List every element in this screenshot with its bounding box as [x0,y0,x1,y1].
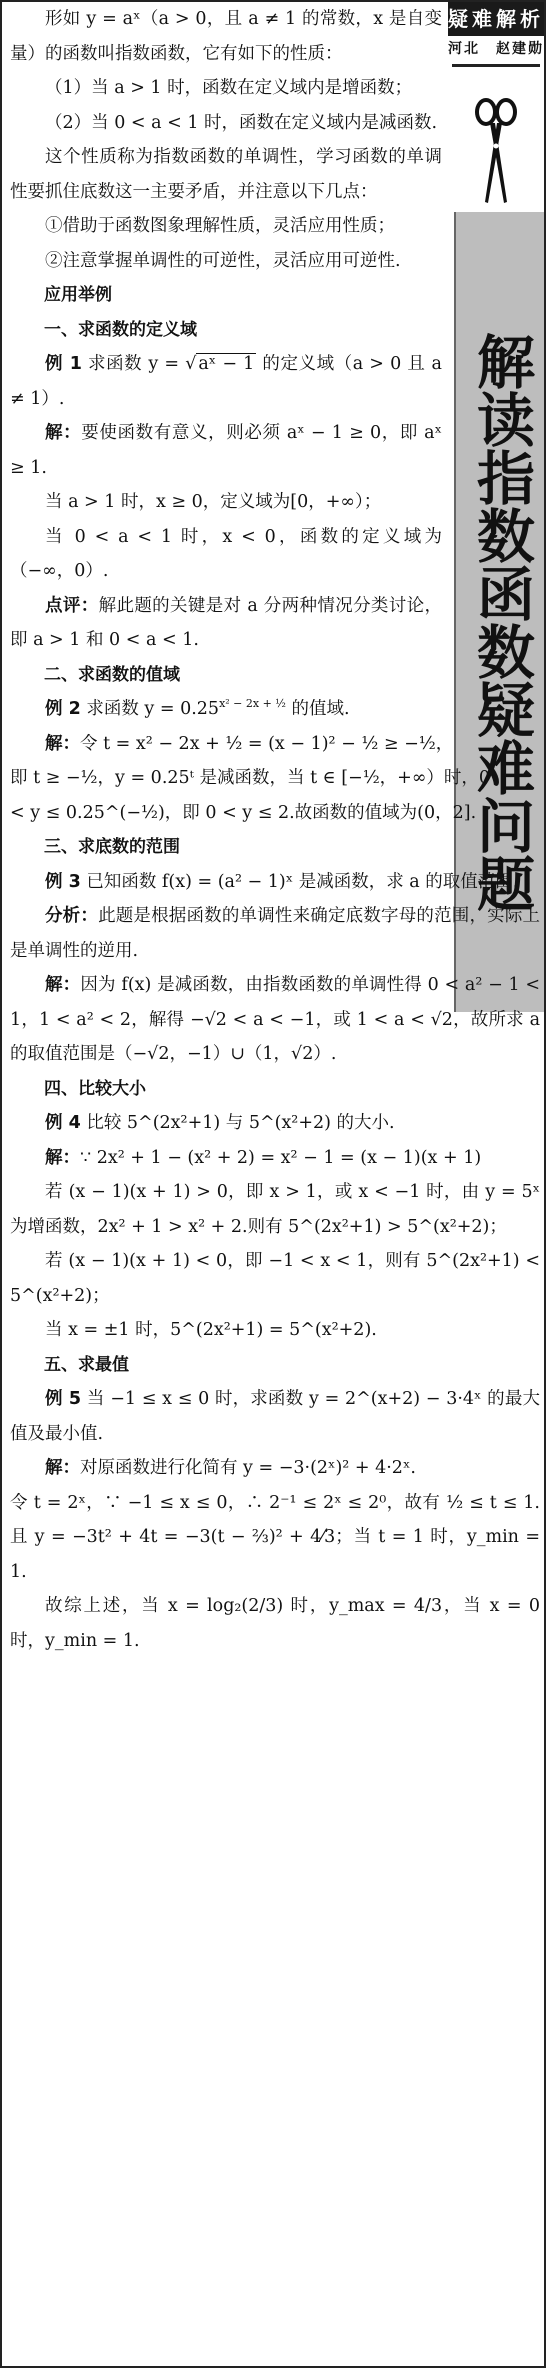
example-label: 例 3 [45,871,81,892]
column-badge: 疑难解析 [448,2,544,36]
question-text: 求函数 y = [88,354,186,374]
solution-text: 解：∵ 2x² + 1 − (x² + 2) = x² − 1 = (x − 1)(x + 1) [45,1147,482,1168]
example-question: 例 2 求函数 $y = 0.25^{x^2 - 2x + \frac{1}{2}}$ 的值域. [45,697,350,719]
section-heading: 三、求底数的范围 [44,837,180,857]
solution-text: 即 t ≥ −½，y = 0.25ᵗ 是减函数，当 t ∈ [−½，+∞）时，0 [10,768,491,788]
example-question: 例 3 已知函数 f(x) = (a² − 1)ˣ 是减函数，求 a 的取值范围. [45,871,519,892]
solution-text: 当 0 < a < 1 时，x < 0，函数的定义域为（−∞，0）. [10,526,442,581]
intro-paragraph: （1）当 a > 1 时，函数在定义域内是增函数； [45,78,413,98]
intro-paragraph: （2）当 0 < a < 1 时，函数在定义域内是减函数. [45,112,438,133]
intro-paragraph: 这个性质称为指数函数的单调性，学习函数的单调性要抓住底数这一主要矛盾，并注意以下几点： [10,147,442,202]
comment-label: 点评： [45,595,99,616]
comment-text: 点评：解此题的关键是对 a 分两种情况分类讨论，即 a > 1 和 0 < a < 1. [10,595,443,650]
solution-label: 解： [45,975,81,995]
exponent: x² − 2x + ½ [219,697,286,711]
section-heading: 五、求最值 [44,1354,129,1375]
solution-label: 解： [45,423,82,443]
section-heading: 四、比较大小 [44,1078,146,1099]
example-question: 例 5 当 −1 ≤ x ≤ 0 时，求函数 y = 2^(x+2) − 3·4ˣ 的最大值及最小值. [10,1389,540,1444]
solution-label: 解： [45,733,80,754]
example-question [10,347,442,416]
example-label: 例 1 [45,354,82,374]
author-line: 河北 赵建勋 [448,41,544,57]
article-body [10,2,540,1658]
solution-text: < y ≤ 0.25^(−½)，即 0 < y ≤ 2.故函数的值域为(0，2]. [10,802,477,823]
solution-text: 解：对原函数进行化简有 y = −3·(2ˣ)² + 4·2ˣ. [45,1458,416,1478]
section-heading: 应用举例 [44,285,112,305]
solution-text: 当 a > 1 时，x ≥ 0，定义域为[0，+∞）； [45,492,382,512]
solution-text: 若 (x − 1)(x + 1) < 0，即 −1 < x < 1，则有 5^(2x²+1) < 5^(x²+2)； [10,1251,540,1306]
solution-text: 解：要使函数有意义，则必须 aˣ − 1 ≥ 0，即 aˣ ≥ 1. [10,423,443,478]
solution-text: 故综上述，当 x = log₂(2/3) 时，y_max = 4/3，当 x = 0 时，y_min = 1. [10,1596,540,1651]
solution-text: 解：因为 f(x) 是减函数，由指数函数的单调性得 0 < a² − 1 < 1，1 < a² < 2，解得 −√2 < a < −1，或 1 < a < √2，故所求 a 的取值范围是（−√2，−1）∪（1，√2）. [10,975,541,1064]
question-text: 的定义域（a > 0 且 a ≠ 1）. [10,354,442,409]
solution-label: 解： [45,1147,80,1168]
solution-text: 若 (x − 1)(x + 1) > 0，即 x > 1，或 x < −1 时，由 y = 5ˣ 为增函数，2x² + 1 > x² + 2.则有 5^(2x²+1) > 5^(x²+2)； [10,1182,540,1237]
example-label: 例 5 [45,1389,82,1409]
example-label: 例 4 [45,1113,81,1133]
solution-label: 解： [45,1458,80,1478]
intro-section [10,2,442,727]
solution-text: 令 t = 2ˣ，∵ −1 ≤ x ≤ 0，∴ 2⁻¹ ≤ 2ˣ ≤ 2⁰，故有 ½ ≤ t ≤ 1. 且 y = −3t² + 4t = −3(t − ⅔)² + 4⁄3；当 t = 1 时，y_min = 1. [10,1492,540,1582]
intro-paragraph: ②注意掌握单调性的可逆性，灵活应用可逆性. [45,250,401,271]
example-question: 例 4 比较 5^(2x²+1) 与 5^(x²+2) 的大小. [45,1113,395,1133]
solution-text: 当 x = ±1 时，5^(2x²+1) = 5^(x²+2). [45,1320,377,1340]
radical: √ aˣ − 1 [185,354,255,374]
intro-paragraph: ①借助于函数图象理解性质，灵活应用性质； [45,216,395,236]
article-title: 解读指数函数疑难问题 [467,332,535,912]
solution-text: 解：令 t = x² − 2x + ½ = (x − 1)² − ½ ≥ −½， [45,733,454,754]
section-heading: 一、求函数的定义域 [44,319,197,340]
analysis-label: 分析： [45,906,99,926]
analysis-text: 分析：此题是根据函数的单调性来确定底数字母的范围，实际上是单调性的逆用. [10,906,541,961]
section-heading: 二、求函数的值域 [44,664,180,685]
example-label: 例 2 [45,699,81,719]
intro-paragraph: 形如 y = aˣ（a > 0，且 a ≠ 1 的常数，x 是自变量）的函数叫指数函数，它有如下的性质： [10,9,442,64]
